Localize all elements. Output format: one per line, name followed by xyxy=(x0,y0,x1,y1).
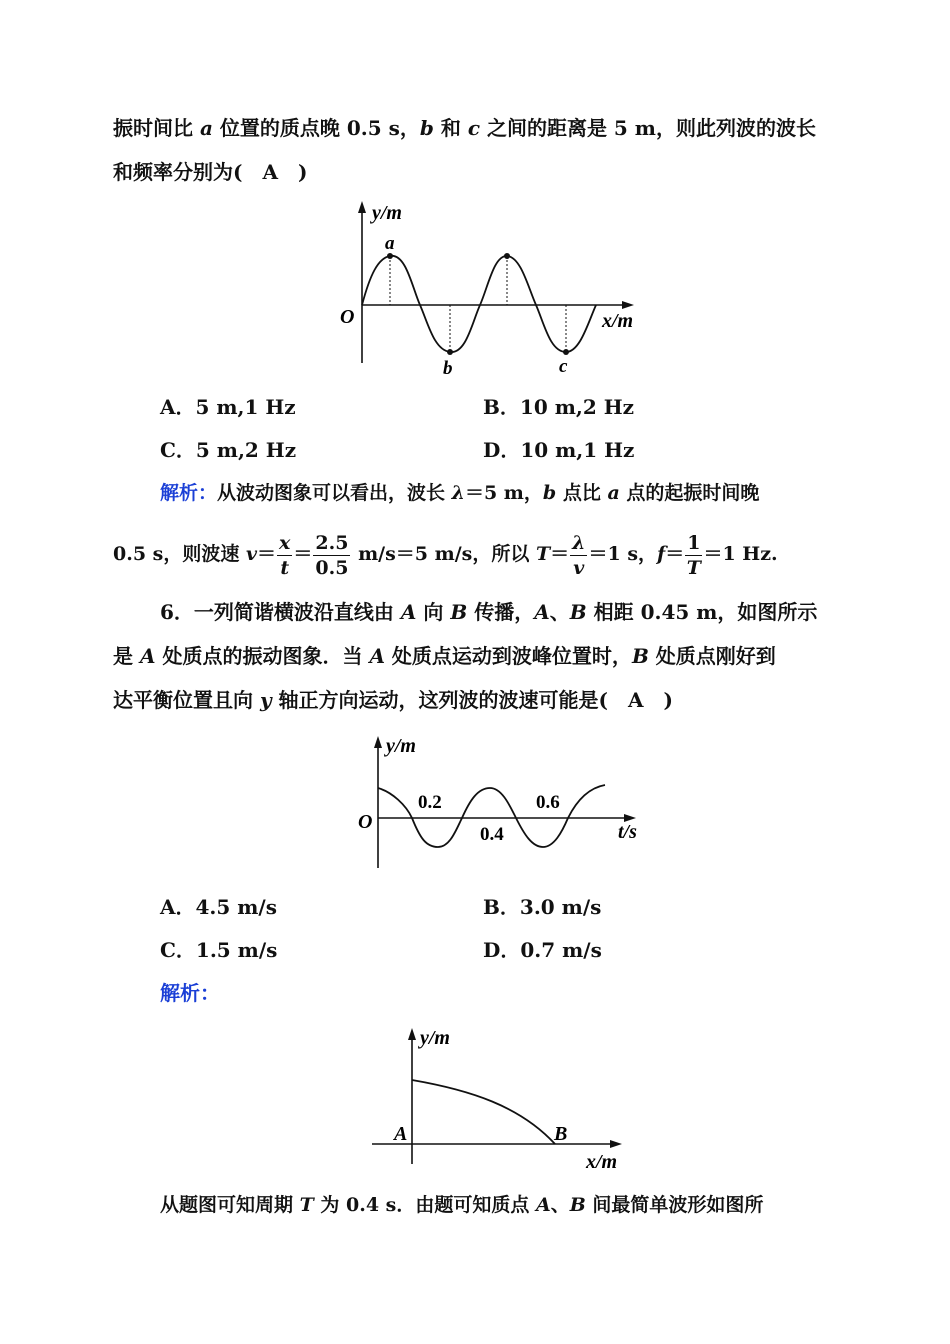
tick-label-0.6: 0.6 xyxy=(536,792,560,813)
q6-option-b: B．3.0 m/s xyxy=(483,895,602,919)
point-B-label: B xyxy=(554,1123,568,1145)
wave-curve xyxy=(362,256,596,352)
point-b-label: b xyxy=(443,358,453,379)
x-axis-label: x/m xyxy=(602,310,634,332)
q6-text-line-3: 达平衡位置且向 y 轴正方向运动，这列波的波速可能是( A ) xyxy=(113,688,674,712)
fraction-x-over-t: $\frac{x}{t}$ xyxy=(279,531,291,579)
point-A-label: A xyxy=(394,1123,408,1145)
waveform-curve xyxy=(412,1080,555,1144)
q5-option-d: D．10 m,1 Hz xyxy=(483,438,635,462)
q6-option-a: A．4.5 m/s xyxy=(160,895,278,919)
q5-analysis-line-1: 解析：从波动图象可以看出，波长 λ＝5 m，b 点比 a 点的起振时间晚 xyxy=(160,482,760,504)
q6-option-d: D．0.7 m/s xyxy=(483,938,602,962)
tick-label-0.4: 0.4 xyxy=(480,824,504,845)
q6-waveform-figure xyxy=(370,1022,640,1172)
point-b-dot xyxy=(447,349,453,355)
origin-label: O xyxy=(340,306,355,328)
y-axis-label: y/m xyxy=(386,735,416,757)
q6-option-c: C．1.5 m/s xyxy=(160,938,278,962)
fraction-lambda-over-v: $\frac{\lambda}{v}$ xyxy=(572,531,586,579)
q6-vibration-figure xyxy=(350,730,650,875)
q5-text-line-1: 振时间比 a 位置的质点晚 0.5 s，b 和 c 之间的距离是 5 m，则此列波的波长 xyxy=(113,116,816,140)
q6-answer: A xyxy=(628,688,644,712)
q5-wave-figure xyxy=(330,195,650,385)
q5-option-a: A．5 m,1 Hz xyxy=(160,395,296,419)
t-axis-label: t/s xyxy=(618,821,637,843)
q5-analysis-line-2: 0.5 s，则波速 v＝ $\frac{x}{t}$ ＝ $\frac{2.5}{0.5}$ m/s＝5 m/s，所以 T＝ $\frac{\lambda}{v}$ ＝1 s，f＝ $\frac{1}{T}$ ＝1 Hz. xyxy=(113,531,778,579)
y-axis-arrow xyxy=(374,736,382,748)
analysis-label: 解析： xyxy=(160,482,218,504)
point-peak2-dot xyxy=(504,253,510,259)
q5-option-b: B．10 m,2 Hz xyxy=(483,395,634,419)
q6-analysis-label: 解析： xyxy=(160,981,220,1005)
point-c-dot xyxy=(563,349,569,355)
point-a-label: a xyxy=(385,233,395,254)
tick-label-0.2: 0.2 xyxy=(418,792,442,813)
origin-label: O xyxy=(358,811,373,833)
q5-option-c: C．5 m,2 Hz xyxy=(160,438,297,462)
y-axis-arrow xyxy=(358,201,366,213)
x-axis-arrow xyxy=(622,301,634,309)
x-axis-arrow xyxy=(610,1140,622,1148)
point-c-label: c xyxy=(559,356,568,377)
x-axis-label: x/m xyxy=(586,1151,618,1173)
y-axis-arrow xyxy=(408,1028,416,1040)
y-axis-label: y/m xyxy=(420,1027,450,1049)
q6-text-line-1: 6．一列简谐横波沿直线由 A 向 B 传播，A、B 相距 0.45 m，如图所示 xyxy=(160,600,818,624)
q6-text-line-2: 是 A 处质点的振动图象．当 A 处质点运动到波峰位置时，B 处质点刚好到 xyxy=(113,644,776,668)
q5-text-line-2: 和频率分别为( A ) xyxy=(113,160,308,184)
y-axis-label: y/m xyxy=(372,202,402,224)
fraction-1-over-T: $\frac{1}{T}$ xyxy=(686,531,701,579)
q5-answer: A xyxy=(262,160,278,184)
fraction-2.5-over-0.5: $\frac{2.5}{0.5}$ xyxy=(315,531,349,579)
q6-analysis-text-line: 从题图可知周期 T 为 0.4 s．由题可知质点 A、B 间最简单波形如图所 xyxy=(160,1194,764,1216)
